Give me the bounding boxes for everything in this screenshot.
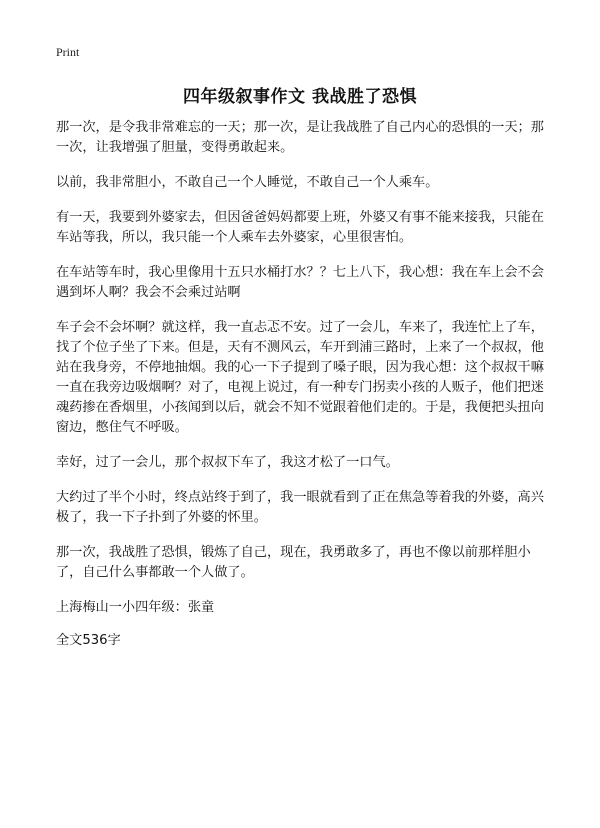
print-link[interactable]: Print [56,45,80,59]
paragraph-8: 那一次，我战胜了恐惧，锻炼了自己，现在，我勇敢多了，再也不像以前那样胆小了，自己什么事都敢一个人做了。 [56,545,531,580]
paragraph-2: 以前，我非常胆小，不敢自己一个人睡觉，不敢自己一个人乘车。 [56,175,439,190]
paragraph-6: 幸好，过了一会儿，那个叔叔下车了，我这才松了一口气。 [56,455,399,470]
author-line: 上海梅山一小四年级：张童 [56,600,215,615]
word-count: 全文536字 [56,633,121,648]
page-title: 四年级叙事作文 我战胜了恐惧 [183,87,417,107]
paragraph-3: 有一天，我要到外婆家去，但因爸爸妈妈都要上班，外婆又有事不能来接我，只能在车站等我，所以，我只能一个人乘车去外婆家，心里很害怕。 [56,210,544,245]
paragraph-1: 那一次，是令我非常难忘的一天；那一次，是让我战胜了自己内心的恐惧的一天；那一次，让我增强了胆量，变得勇敢起来。 [56,120,544,155]
paragraph-5: 车子会不会坏啊？就这样，我一直忐忑不安。过了一会儿，车来了，我连忙上了车，找了个位子坐了下来。但是，天有不测风云，车开到浦三路时，上来了一个叔叔，他站在我身旁，不停地抽烟。我的心一下子提到了嗓子眼，因为我心想：这个叔叔干嘛一直在我旁边吸烟啊？对了，电视上说过，有一种专门拐卖小孩的人贩子，他们把迷魂药掺在香烟里，小孩闻到以后，就会不知不觉跟着他们走的。于是，我便把头扭向窗边，憋住气不呼吸。 [56,320,544,435]
essay-body [56,118,546,651]
paragraph-7: 大约过了半个小时，终点站终于到了，我一眼就看到了正在焦急等着我的外婆，高兴极了，我一下子扑到了外婆的怀里。 [56,490,544,525]
paragraph-4: 在车站等车时，我心里像用十五只水桶打水？？七上八下，我心想：我在车上会不会遇到坏人啊？我会不会乘过站啊 [56,265,544,300]
